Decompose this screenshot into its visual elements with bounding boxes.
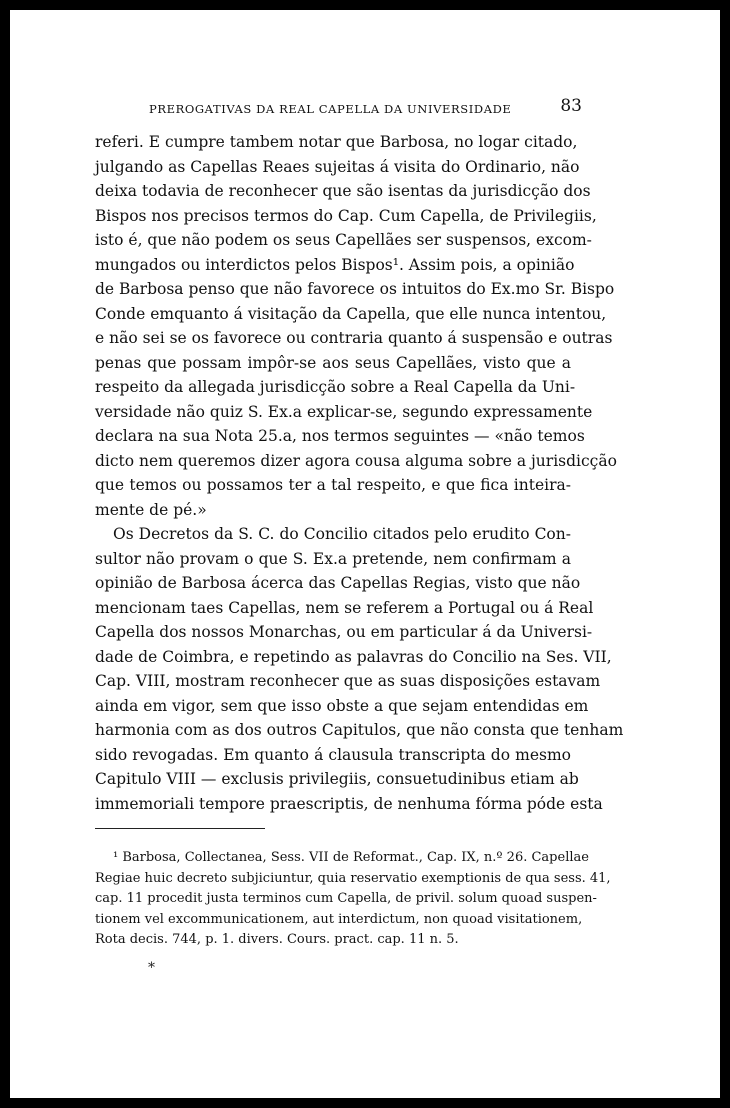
body-line: isto é, que não podem os seus Capellães ser suspensos, excom-	[95, 231, 592, 249]
running-title: PREROGATIVAS DA REAL CAPELLA DA UNIVERSIDADE	[149, 102, 512, 116]
footnotes	[95, 848, 611, 951]
body-text	[95, 130, 624, 816]
body-line: Os Decretos da S. C. do Concilio citados pelo erudito Con-	[113, 525, 571, 543]
body-line: dade de Coimbra, e repetindo as palavras do Concilio na Ses. VII,	[95, 647, 612, 666]
body-line: Capitulo VIII — exclusis privilegiis, consuetudinibus etiam ab	[95, 770, 579, 788]
body-line: mungados ou interdictos pelos Bispos¹. Assim pois, a opinião	[95, 255, 575, 274]
body-line: referi. E cumpre tambem notar que Barbosa, no logar citado,	[95, 133, 578, 151]
footnote-divider	[95, 828, 265, 829]
body-line: penas que possam impôr-se aos seus Capellães, visto que a	[95, 353, 571, 372]
body-line: Cap. VIII, mostram reconhecer que as suas disposições estavam	[95, 672, 601, 690]
body-line: Bispos nos precisos termos do Cap. Cum Capella, de Privilegiis,	[95, 206, 597, 225]
footnote-line: tionem vel excommunicationem, aut interdictum, non quoad visitationem,	[95, 911, 583, 927]
body-line: Capella dos nossos Monarchas, ou em particular á da Universi-	[95, 623, 593, 641]
body-line: sultor não provam o que S. Ex.a pretende, nem confirmam a	[95, 549, 571, 568]
body-line: declara na sua Nota 25.a, nos termos seguintes — «não temos	[95, 427, 585, 445]
page-number: 83	[560, 96, 582, 116]
body-line: mente de pé.»	[95, 500, 207, 519]
footnote-line: ¹ Barbosa, Collectanea, Sess. VII de Reformat., Cap. IX, n.º 26. Capellae	[113, 850, 589, 865]
body-line: julgando as Capellas Reaes sujeitas á visita do Ordinario, não	[95, 157, 580, 176]
body-line: versidade não quiz S. Ex.a explicar-se, segundo expressamente	[95, 402, 593, 421]
body-line: sido revogadas. Em quanto á clausula transcripta do mesmo	[95, 745, 571, 764]
body-line: Conde emquanto á visitação da Capella, que elle nunca intentou,	[95, 304, 607, 323]
body-line: ainda em vigor, sem que isso obste a que sejam entendidas em	[95, 696, 589, 715]
footnote-line: Rota decis. 744, p. 1. divers. Cours. pract. cap. 11 n. 5.	[95, 932, 459, 947]
body-line: respeito da allegada jurisdicção sobre a Real Capella da Uni-	[95, 378, 576, 396]
body-line: que temos ou possamos ter a tal respeito, e que fica inteira-	[95, 476, 571, 494]
body-line: immemoriali tempore praescriptis, de nenhuma fórma póde esta	[95, 794, 603, 813]
page-header	[105, 96, 585, 122]
body-line: harmonia com as dos outros Capitulos, que não consta que tenham	[95, 721, 624, 739]
body-line: mencionam taes Capellas, nem se referem a Portugal ou á Real	[95, 598, 594, 617]
body-line: e não sei se os favorece ou contraria quanto á suspensão e outras	[95, 329, 613, 347]
footnote-line: cap. 11 procedit justa terminos cum Capella, de privil. solum quoad suspen-	[95, 891, 597, 906]
body-line: opinião de Barbosa ácerca das Capellas Regias, visto que não	[95, 574, 581, 592]
body-line: deixa todavia de reconhecer que são isentas da jurisdicção dos	[95, 182, 591, 200]
asterisk-mark: *	[148, 960, 155, 976]
document-page	[10, 10, 720, 1098]
body-line: de Barbosa penso que não favorece os intuitos do Ex.mo Sr. Bispo	[95, 280, 615, 298]
footnote-line: Regiae huic decreto subjiciuntur, quia reservatio exemptionis de qua sess. 41,	[95, 870, 611, 886]
body-line: dicto nem queremos dizer agora cousa alguma sobre a jurisdicção	[95, 451, 617, 470]
